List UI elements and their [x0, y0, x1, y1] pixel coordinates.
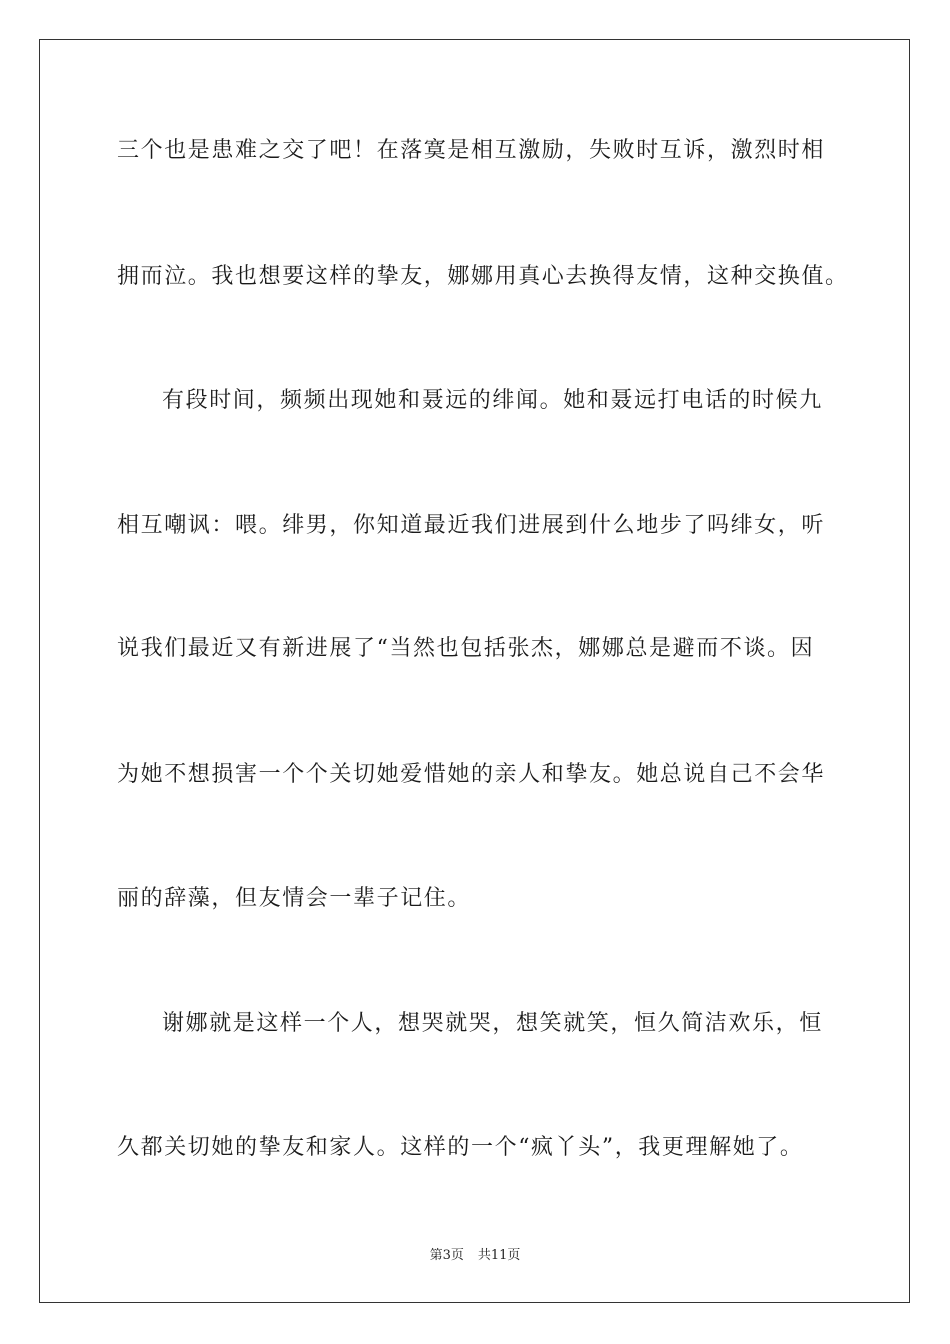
body-line-8: 谢娜就是这样一个人，想哭就哭，想笑就笑，恒久简洁欢乐，恒 [162, 1011, 823, 1036]
body-line-3: 有段时间，频频出现她和聂远的绯闻。她和聂远打电话的时候九 [162, 388, 823, 413]
body-line-4: 相互嘲讽：喂。绯男，你知道最近我们进展到什么地步了吗绯女，听 [117, 513, 826, 538]
page-number: 第3页 [429, 1248, 464, 1263]
body-line-7: 丽的辞藻，但友情会一辈子记住。 [117, 886, 472, 911]
page-border [39, 39, 910, 1303]
body-line-1: 三个也是患难之交了吧！在落寞是相互激励，失败时互诉，激烈时相 [117, 138, 826, 163]
page-footer [0, 1247, 950, 1265]
body-line-6: 为她不想损害一个个关切她爱惜她的亲人和挚友。她总说自己不会华 [117, 762, 826, 787]
body-line-2: 拥而泣。我也想要这样的挚友，娜娜用真心去换得友情，这种交换值。 [117, 264, 849, 289]
body-line-9: 久都关切她的挚友和家人。这样的一个“疯丫头”，我更理解她了。 [117, 1135, 804, 1160]
body-line-5: 说我们最近又有新进展了“当然也包括张杰，娜娜总是避而不谈。因 [117, 636, 815, 661]
page-total: 共11页 [477, 1248, 521, 1263]
